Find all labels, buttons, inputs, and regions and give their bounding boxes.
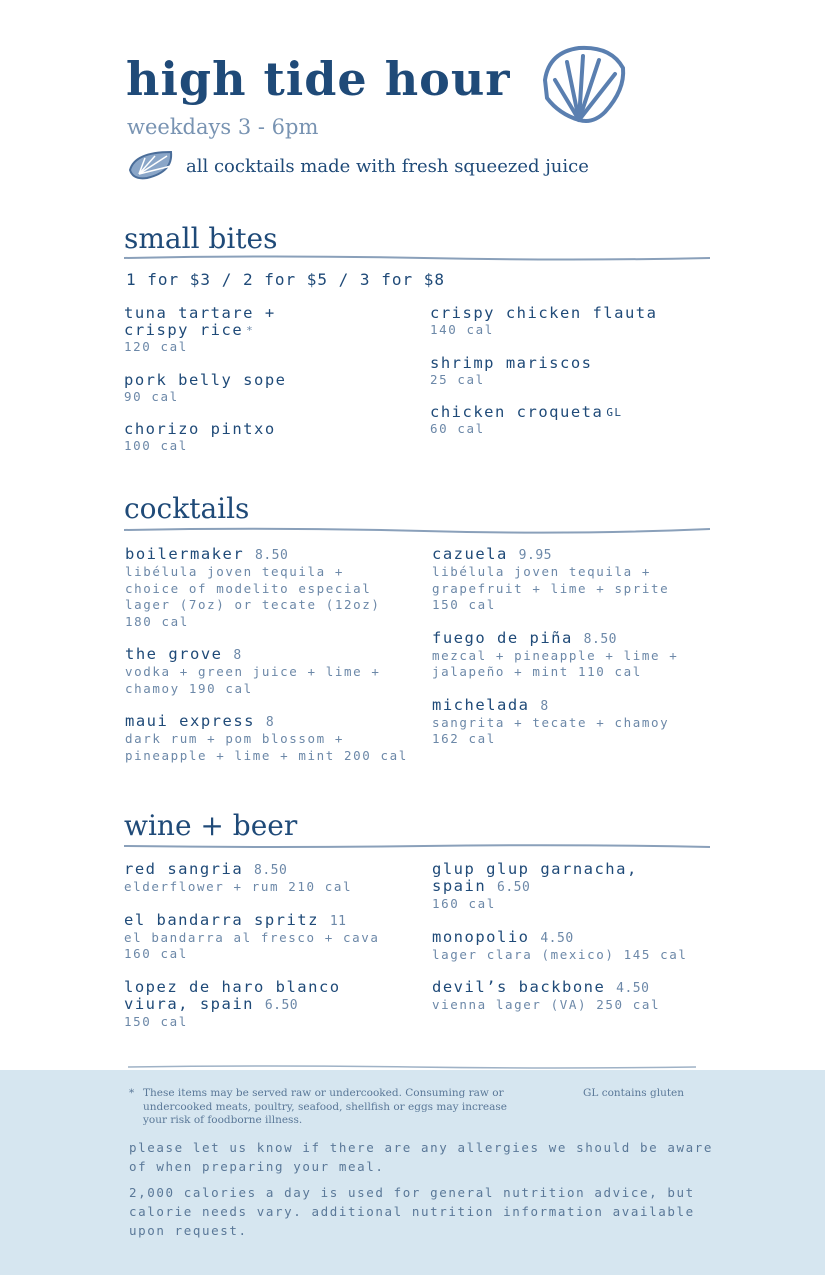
item-calories: 150 cal — [432, 597, 496, 612]
item-price: 8 — [540, 698, 549, 714]
seashell-icon — [535, 40, 630, 128]
menu-hours: weekdays 3 - 6pm — [127, 115, 319, 139]
item-description: choice of modelito especial — [125, 580, 372, 596]
menu-item — [432, 630, 722, 681]
item-price: 9.95 — [518, 548, 552, 563]
item-description: sangrita + tecate + chamoy — [432, 714, 670, 730]
section-divider — [124, 843, 710, 851]
item-calories: 60 cal — [430, 421, 485, 436]
item-calories: 100 cal — [124, 438, 188, 453]
item-description: elderflower + rum 210 cal — [124, 879, 353, 894]
section-divider — [124, 254, 710, 262]
item-name: boilermaker — [125, 545, 245, 563]
item-name: crispy chicken flauta — [430, 304, 658, 322]
note-line: upon request. — [129, 1223, 248, 1238]
item-price: 8.50 — [255, 548, 289, 563]
menu-title: high tide hour — [126, 52, 511, 106]
item-name: cazuela — [432, 545, 508, 563]
menu-item — [432, 861, 722, 913]
item-description: libélula joven tequila + — [432, 564, 652, 579]
menu-item — [432, 929, 722, 964]
item-description: mezcal + pineapple + lime + — [432, 647, 679, 663]
item-name-line2: spain — [432, 877, 487, 895]
disclaimer-line: your risk of foodborne illness. — [143, 1114, 303, 1126]
small-bites-pricing: 1 for $3 / 2 for $5 / 3 for $8 — [126, 270, 445, 289]
item-price: 11 — [329, 913, 347, 929]
item-name: devil’s backbone — [432, 978, 606, 996]
disclaimer-line: undercooked meats, poultry, seafood, shellfish or eggs may increase — [143, 1100, 507, 1113]
item-price: 6.50 — [264, 997, 299, 1013]
item-calories: 90 cal — [124, 388, 179, 404]
menu-item — [124, 372, 414, 406]
small-bites-left-column — [124, 305, 414, 471]
item-name: el bandarra spritz — [124, 910, 319, 929]
menu-item — [432, 697, 722, 748]
item-name: maui express — [125, 712, 255, 730]
note-line: please let us know if there are any allergies we should be aware — [129, 1140, 714, 1155]
item-name: tuna tartare + — [124, 304, 276, 322]
raw-food-disclaimer — [143, 1087, 573, 1128]
item-calories: 150 cal — [124, 1013, 188, 1029]
gluten-mark: GL — [606, 406, 623, 419]
item-name: chorizo pintxo — [124, 420, 276, 438]
item-price: 8 — [265, 715, 275, 730]
item-description: grapefruit + lime + sprite — [432, 580, 670, 596]
menu-item — [432, 979, 722, 1014]
item-description: vienna lager (VA) 250 cal — [432, 997, 661, 1012]
item-price: 8.50 — [583, 631, 617, 647]
item-name: monopolio — [432, 927, 530, 946]
item-calories: 160 cal — [124, 946, 188, 961]
cocktails-right-column — [432, 546, 722, 764]
menu-item — [124, 912, 424, 963]
item-description: lager clara (mexico) 145 cal — [432, 946, 688, 962]
raw-item-mark: * — [246, 324, 255, 337]
note-line: of when preparing your meal. — [129, 1159, 385, 1174]
section-title-small-bites: small bites — [124, 222, 278, 255]
item-calories: 180 cal — [125, 613, 189, 629]
item-name: shrimp mariscos — [430, 353, 593, 372]
item-price: 4.50 — [616, 981, 650, 996]
item-price: 6.50 — [497, 880, 531, 895]
note-line: 2,000 calories a day is used for general nutrition advice, but — [129, 1185, 695, 1200]
item-description: el bandarra al fresco + cava — [124, 929, 380, 945]
menu-item — [124, 421, 414, 455]
menu-item — [125, 713, 425, 764]
menu-item — [124, 861, 424, 896]
menu-item — [124, 305, 414, 356]
menu-item — [432, 546, 722, 614]
disclaimer-line: These items may be served raw or undercooked. Consuming raw or — [143, 1087, 504, 1099]
item-description: vodka + green juice + lime + — [125, 664, 381, 679]
item-calories: 160 cal — [432, 896, 496, 911]
wine-beer-left-column — [124, 861, 424, 1046]
item-name: the grove — [125, 645, 223, 663]
item-description: dark rum + pom blossom + — [125, 731, 345, 746]
menu-item — [430, 305, 720, 339]
gluten-note: GL contains gluten — [583, 1087, 685, 1099]
section-title-cocktails: cocktails — [124, 492, 250, 525]
item-price: 8 — [233, 648, 242, 663]
section-divider — [124, 526, 710, 534]
item-name: glup glup garnacha, — [432, 860, 638, 878]
item-price: 8.50 — [254, 863, 288, 878]
item-name: red sangria — [124, 860, 244, 878]
raw-food-disclaimer-mark: * — [129, 1087, 135, 1099]
item-description: lager (7oz) or tecate (12oz) — [125, 597, 381, 612]
item-calories: 120 cal — [124, 339, 188, 354]
item-description: pineapple + lime + mint 200 cal — [125, 747, 408, 763]
menu-tagline: all cocktails made with fresh squeezed juice — [186, 156, 589, 177]
allergy-note — [129, 1138, 713, 1176]
item-description: chamoy 190 cal — [125, 680, 253, 696]
item-name: lopez de haro blanco — [124, 977, 341, 996]
cocktails-left-column — [125, 546, 425, 780]
item-name-line2: viura, spain — [124, 994, 254, 1013]
item-name: fuego de piña — [432, 628, 573, 647]
item-name-line2: crispy rice — [124, 321, 244, 339]
calorie-note — [129, 1183, 695, 1240]
item-calories: 162 cal — [432, 731, 496, 746]
menu-item — [430, 355, 720, 389]
menu-item — [125, 546, 425, 630]
menu-item — [430, 404, 720, 438]
small-bites-right-column — [430, 305, 720, 454]
item-price: 4.50 — [540, 930, 574, 946]
menu-item — [125, 646, 425, 697]
item-name: chicken croqueta — [430, 403, 604, 421]
item-calories: 140 cal — [430, 322, 494, 337]
item-name: michelada — [432, 695, 530, 714]
note-line: calorie needs vary. additional nutrition information available — [129, 1204, 695, 1219]
item-calories: 25 cal — [430, 371, 485, 387]
section-title-wine-beer: wine + beer — [124, 809, 298, 842]
item-name: pork belly sope — [124, 370, 287, 389]
menu-item — [124, 979, 424, 1031]
wine-beer-right-column — [432, 861, 722, 1030]
item-description: libélula joven tequila + — [125, 564, 345, 579]
citrus-slice-icon — [127, 148, 175, 182]
item-description: jalapeño + mint 110 cal — [432, 664, 642, 679]
